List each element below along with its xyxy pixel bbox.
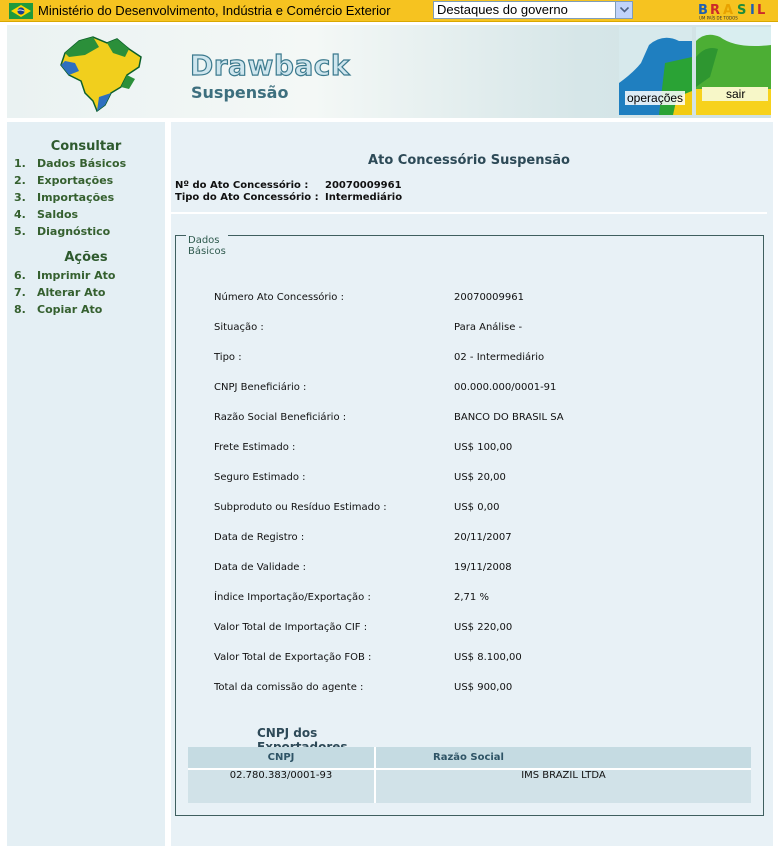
field-row bbox=[214, 652, 522, 663]
sidebar-item-importacoes[interactable] bbox=[7, 189, 165, 206]
menu-number: 7. bbox=[14, 286, 26, 299]
tipo-ato-label: Tipo do Ato Concessório : bbox=[175, 192, 319, 203]
page-title: Ato Concessório Suspensão bbox=[368, 153, 570, 168]
field-row bbox=[214, 592, 489, 603]
table-cell-cnpj: 02.780.383/0001-93 bbox=[229, 770, 333, 781]
sair-label: sair bbox=[702, 87, 768, 101]
field-label: Tipo : bbox=[214, 352, 242, 363]
svg-text:R: R bbox=[710, 3, 721, 18]
operacoes-button[interactable] bbox=[619, 27, 692, 115]
menu-number: 6. bbox=[14, 269, 26, 282]
numero-ato-value: 20070009961 bbox=[325, 180, 402, 191]
destaques-select-value: Destaques do governo bbox=[437, 2, 568, 17]
menu-link[interactable]: Alterar Ato bbox=[37, 286, 106, 299]
field-value: US$ 0,00 bbox=[454, 502, 500, 513]
field-label: CNPJ Beneficiário : bbox=[214, 382, 307, 393]
fieldset-legend: Dados Básicos bbox=[188, 235, 226, 257]
brazil-map-icon bbox=[55, 35, 145, 113]
table-cell-razao-social: IMS BRAZIL LTDA bbox=[521, 770, 606, 781]
svg-text:I: I bbox=[750, 3, 755, 18]
acoes-menu bbox=[7, 267, 165, 318]
government-bar bbox=[0, 0, 778, 22]
field-value: 00.000.000/0001-91 bbox=[454, 382, 557, 393]
field-value: US$ 220,00 bbox=[454, 622, 513, 633]
operacoes-label: operações bbox=[627, 91, 684, 105]
svg-text:B: B bbox=[698, 3, 708, 18]
field-label: Situação : bbox=[214, 322, 264, 333]
numero-ato-line bbox=[175, 180, 402, 191]
field-label: Subproduto ou Resíduo Estimado : bbox=[214, 502, 387, 513]
field-value: 2,71 % bbox=[454, 592, 489, 603]
consultar-heading: Consultar bbox=[50, 139, 122, 154]
field-row bbox=[214, 292, 524, 303]
field-label: Valor Total de Importação CIF : bbox=[214, 622, 368, 633]
menu-number: 1. bbox=[14, 157, 26, 170]
svg-text:L: L bbox=[757, 3, 766, 18]
sidebar-item-alterar-ato[interactable] bbox=[7, 284, 165, 301]
menu-number: 2. bbox=[14, 174, 26, 187]
column-header-cnpj: CNPJ bbox=[188, 747, 374, 768]
field-label: Seguro Estimado : bbox=[214, 472, 306, 483]
field-row bbox=[214, 412, 564, 423]
menu-link[interactable]: Saldos bbox=[37, 208, 79, 221]
sair-button[interactable] bbox=[696, 27, 771, 115]
field-value: US$ 20,00 bbox=[454, 472, 506, 483]
menu-link[interactable]: Exportações bbox=[37, 174, 114, 187]
field-row bbox=[214, 382, 557, 393]
field-row bbox=[214, 682, 513, 693]
svg-text:A: A bbox=[723, 3, 734, 18]
sidebar bbox=[7, 122, 168, 846]
field-label: Total da comissão do agente : bbox=[214, 682, 364, 693]
divider bbox=[171, 212, 767, 214]
menu-link[interactable]: Importações bbox=[37, 191, 115, 204]
field-value: US$ 100,00 bbox=[454, 442, 513, 453]
menu-link[interactable]: Copiar Ato bbox=[37, 303, 103, 316]
banner-subtitle: Suspensão bbox=[191, 83, 289, 102]
field-value: US$ 8.100,00 bbox=[454, 652, 522, 663]
field-row bbox=[214, 562, 512, 573]
field-row bbox=[214, 322, 523, 333]
menu-number: 3. bbox=[14, 191, 26, 204]
field-label: Valor Total de Exportação FOB : bbox=[214, 652, 372, 663]
field-row bbox=[214, 502, 500, 513]
field-value: 19/11/2008 bbox=[454, 562, 512, 573]
field-label: Data de Validade : bbox=[214, 562, 307, 573]
brasil-tagline: UM PAÍS DE TODOS bbox=[699, 15, 738, 20]
sidebar-item-diagnostico[interactable] bbox=[7, 223, 165, 240]
brasil-logo[interactable] bbox=[697, 2, 773, 20]
menu-link[interactable]: Dados Básicos bbox=[37, 157, 127, 170]
consultar-menu bbox=[7, 155, 165, 240]
field-value: 20/11/2007 bbox=[454, 532, 512, 543]
sidebar-item-saldos[interactable] bbox=[7, 206, 165, 223]
menu-number: 5. bbox=[14, 225, 26, 238]
menu-number: 4. bbox=[14, 208, 26, 221]
banner-title: Drawback bbox=[190, 49, 350, 82]
numero-ato-label: Nº do Ato Concessório : bbox=[175, 180, 309, 191]
field-row bbox=[214, 532, 512, 543]
field-label: Data de Registro : bbox=[214, 532, 305, 543]
field-label: Número Ato Concessório : bbox=[214, 292, 344, 303]
sidebar-item-copiar-ato[interactable] bbox=[7, 301, 165, 318]
sidebar-item-imprimir-ato[interactable] bbox=[7, 267, 165, 284]
field-label: Índice Importação/Exportação : bbox=[214, 592, 371, 603]
field-value: BANCO DO BRASIL SA bbox=[454, 412, 564, 423]
field-value: 02 - Intermediário bbox=[454, 352, 545, 363]
tipo-ato-value: Intermediário bbox=[325, 192, 403, 203]
ministry-name: Ministério do Desenvolvimento, Indústria e Comércio Exterior bbox=[38, 3, 391, 18]
field-label: Frete Estimado : bbox=[214, 442, 296, 453]
column-header-razao-social: Razão Social bbox=[376, 747, 751, 768]
sidebar-item-exportacoes[interactable] bbox=[7, 172, 165, 189]
tipo-ato-line bbox=[175, 192, 403, 203]
header-banner bbox=[7, 25, 771, 118]
chevron-down-icon[interactable] bbox=[615, 2, 632, 18]
acoes-heading: Ações bbox=[64, 250, 108, 265]
field-row bbox=[214, 352, 545, 363]
main-content bbox=[171, 122, 773, 846]
field-label: Razão Social Beneficiário : bbox=[214, 412, 347, 423]
exportadores-title: CNPJ dos bbox=[257, 726, 318, 740]
sidebar-item-dados-basicos[interactable] bbox=[7, 155, 165, 172]
field-row bbox=[214, 622, 513, 633]
destaques-select[interactable] bbox=[433, 1, 633, 19]
menu-link[interactable]: Imprimir Ato bbox=[37, 269, 116, 282]
sair-graphic-icon bbox=[696, 27, 771, 115]
exportadores-table bbox=[188, 747, 751, 803]
brazil-flag-icon bbox=[9, 3, 33, 19]
svg-text:S: S bbox=[737, 3, 747, 18]
menu-link[interactable]: Diagnóstico bbox=[37, 225, 111, 238]
field-row bbox=[214, 472, 506, 483]
field-value: US$ 900,00 bbox=[454, 682, 513, 693]
field-value: 20070009961 bbox=[454, 292, 524, 303]
menu-number: 8. bbox=[14, 303, 26, 316]
field-value: Para Análise - bbox=[454, 322, 523, 333]
field-row bbox=[214, 442, 513, 453]
